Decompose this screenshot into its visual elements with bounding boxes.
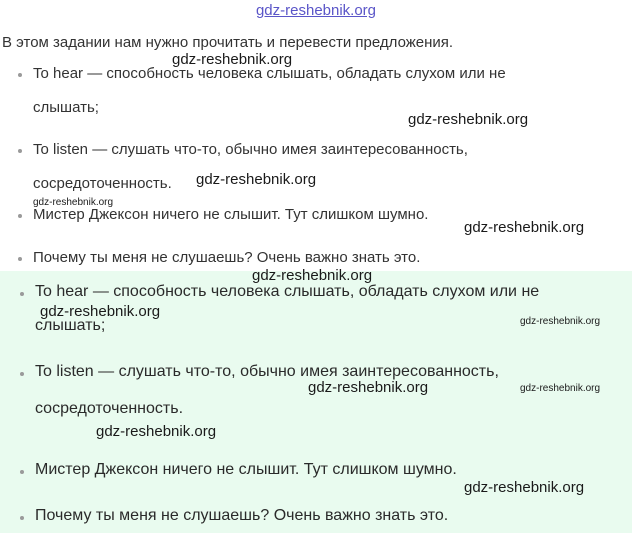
list-item-line: Мистер Джексон ничего не слышит. Тут слишком шумно.	[35, 461, 457, 478]
list-item-line: Мистер Джексон ничего не слышит. Тут слишком шумно.	[33, 206, 429, 223]
bullet-icon	[20, 516, 24, 520]
bullet-icon	[18, 149, 22, 153]
watermark: gdz-reshebnik.org	[252, 267, 373, 284]
list-item-line: сосредоточенность.	[35, 400, 184, 417]
watermark: gdz-reshebnik.org	[464, 479, 585, 496]
list-item-line: сосредоточенность.	[33, 175, 172, 192]
bullet-icon	[18, 257, 22, 261]
watermark: gdz-reshebnik.org	[196, 171, 317, 188]
bullet-icon	[20, 372, 24, 376]
bullet-icon	[20, 470, 24, 474]
list-item-line: слышать;	[35, 317, 106, 334]
list-item-line: слышать;	[33, 99, 99, 116]
watermark: gdz-reshebnik.org	[40, 303, 161, 320]
list-item	[0, 497, 632, 537]
bullet-icon	[18, 214, 22, 218]
list-item-line: To listen — слушать что-то, обычно имея заинтересованность,	[35, 363, 499, 380]
watermark: gdz-reshebnik.org	[520, 316, 601, 327]
list-item	[0, 55, 632, 135]
watermark: gdz-reshebnik.org	[172, 51, 293, 68]
list-item-line: Почему ты меня не слушаешь? Очень важно знать это.	[33, 249, 421, 266]
watermark: gdz-reshebnik.org	[520, 383, 601, 394]
watermark: gdz-reshebnik.org	[33, 197, 114, 208]
bullet-icon	[20, 292, 24, 296]
list-item-line: To hear — способность человека слышать, обладать слухом или не	[35, 283, 540, 300]
list-item-line: Почему ты меня не слушаешь? Очень важно знать это.	[35, 507, 449, 524]
watermark: gdz-reshebnik.org	[464, 219, 585, 236]
site-link[interactable]: gdz-reshebnik.org	[255, 2, 377, 19]
watermark: gdz-reshebnik.org	[308, 379, 429, 396]
watermark: gdz-reshebnik.org	[96, 423, 217, 440]
intro-text: В этом задании нам нужно прочитать и перевести предложения.	[2, 34, 454, 51]
list-item	[0, 131, 632, 206]
watermark: gdz-reshebnik.org	[408, 111, 529, 128]
list-item-line: To hear — способность человека слышать, обладать слухом или не	[33, 65, 506, 82]
list-item-line: To listen — слушать что-то, обычно имея заинтересованность,	[33, 141, 468, 158]
bullet-icon	[18, 73, 22, 77]
